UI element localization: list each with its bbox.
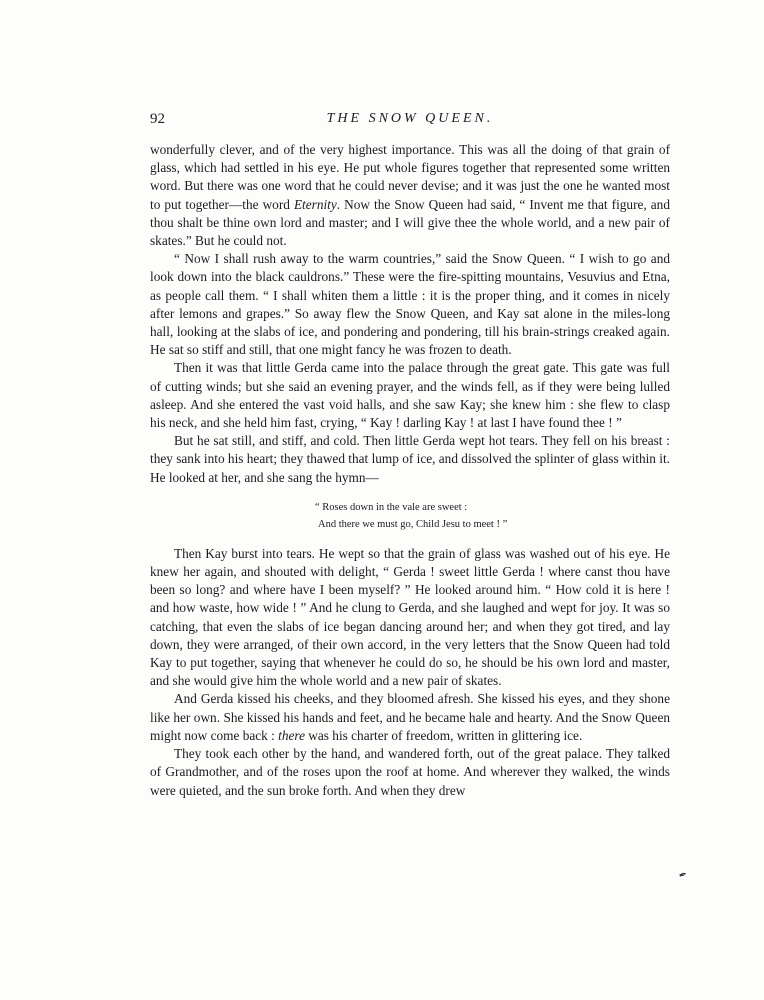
paragraph xyxy=(150,432,670,487)
text-run: Then it was that little Gerda came into the palace through the great gate. This gate was full of cutting winds; but she said an evening prayer, and the winds fell, as if they were being lulled asleep. And she entered the vast void halls, and she saw Kay; she knew him : she flew to clasp his neck, and she held him fast, crying, “ Kay ! darling Kay ! at last I have found thee ! ” xyxy=(150,360,670,431)
page-number: 92 xyxy=(150,111,165,127)
hymn-quote xyxy=(315,499,670,533)
text-run: And Gerda kissed his cheeks, and they bloomed afresh. She kissed his eyes, and they shone like her own. She kissed his hands and feet, and he became hale and hearty. And the Snow Queen might now come back : xyxy=(150,691,670,743)
body-text-top xyxy=(150,141,670,487)
running-title: THE SNOW QUEEN. xyxy=(326,111,494,126)
paragraph xyxy=(150,545,670,691)
italic-text: there xyxy=(278,727,305,743)
text-run: They took each other by the hand, and wandered forth, out of the great palace. They talked of Grandmother, and of the roses upon the roof at home. And wherever they walked, the winds were quieted, and the sun broke forth. And when they drew xyxy=(150,746,670,798)
paragraph xyxy=(150,250,670,359)
hymn-line: And there we must go, Child Jesu to meet ! ” xyxy=(318,518,508,530)
book-page xyxy=(150,111,670,800)
text-run: . Now the Snow Queen had said, “ Invent me that figure, and thou shalt be thine own lord and master; and I will give thee the whole world, and a new pair of skates.” But he could not. xyxy=(150,196,670,249)
stray-ink-mark: ✒ xyxy=(677,868,690,883)
paragraph xyxy=(150,359,670,432)
text-run: But he sat still, and stiff, and cold. Then little Gerda wept hot tears. They fell on his breast : they sank into his heart; they thawed that lump of ice, and dissolved the splinter of glass within it. He looked at her, and she sang the hymn— xyxy=(150,433,670,485)
hymn-line: “ Roses down in the vale are sweet : xyxy=(315,501,468,513)
paragraph xyxy=(150,745,670,800)
text-run: was his charter of freedom, written in glittering ice. xyxy=(304,727,583,743)
text-run: wonderfully clever, and of the very highest importance. This was all the doing of that grain of glass, which had settled in his eye. He put whole figures together that represented some written word. But there was one word that he could never devise; and it was just the one he wanted most to put together—the word xyxy=(150,142,670,212)
text-run: “ Now I shall rush away to the warm countries,” said the Snow Queen. “ I wish to go and look down into the black cauldrons.” These were the fire-spitting mountains, Vesuvius and Etna, as people call them. “ I shall whiten them a little : it is the proper thing, and it comes in nicely after lemons and grapes.” So away flew the Snow Queen, and Kay sat alone in the miles-long hall, looking at the slabs of ice, and pondering and pondering, till his brain-strings creaked again. He sat so stiff and still, that one might fancy he was frozen to death. xyxy=(150,251,670,358)
paragraph xyxy=(150,141,670,250)
italic-text: Eternity xyxy=(293,196,337,212)
text-run: Then Kay burst into tears. He wept so that the grain of glass was washed out of his eye. He knew her again, and shouted with delight, “ Gerda ! sweet little Gerda ! where canst thou have been so long? and where have I been myself? ” He looked around him. “ How cold it is here ! and how waste, how wide ! ” And he clung to Gerda, and she laughed and wept for joy. It was so catching, that even the slabs of ice began dancing around her; and when they got tired, and lay down, they were arranged, of their own accord, in the very letters that the Snow Queen had told Kay to put together, saying that whenever he could do so, he should be his own lord and master, and she would give him the whole world and a new pair of skates. xyxy=(150,545,670,689)
body-text-bottom xyxy=(150,545,670,800)
running-head xyxy=(150,111,670,133)
paragraph xyxy=(150,690,670,745)
